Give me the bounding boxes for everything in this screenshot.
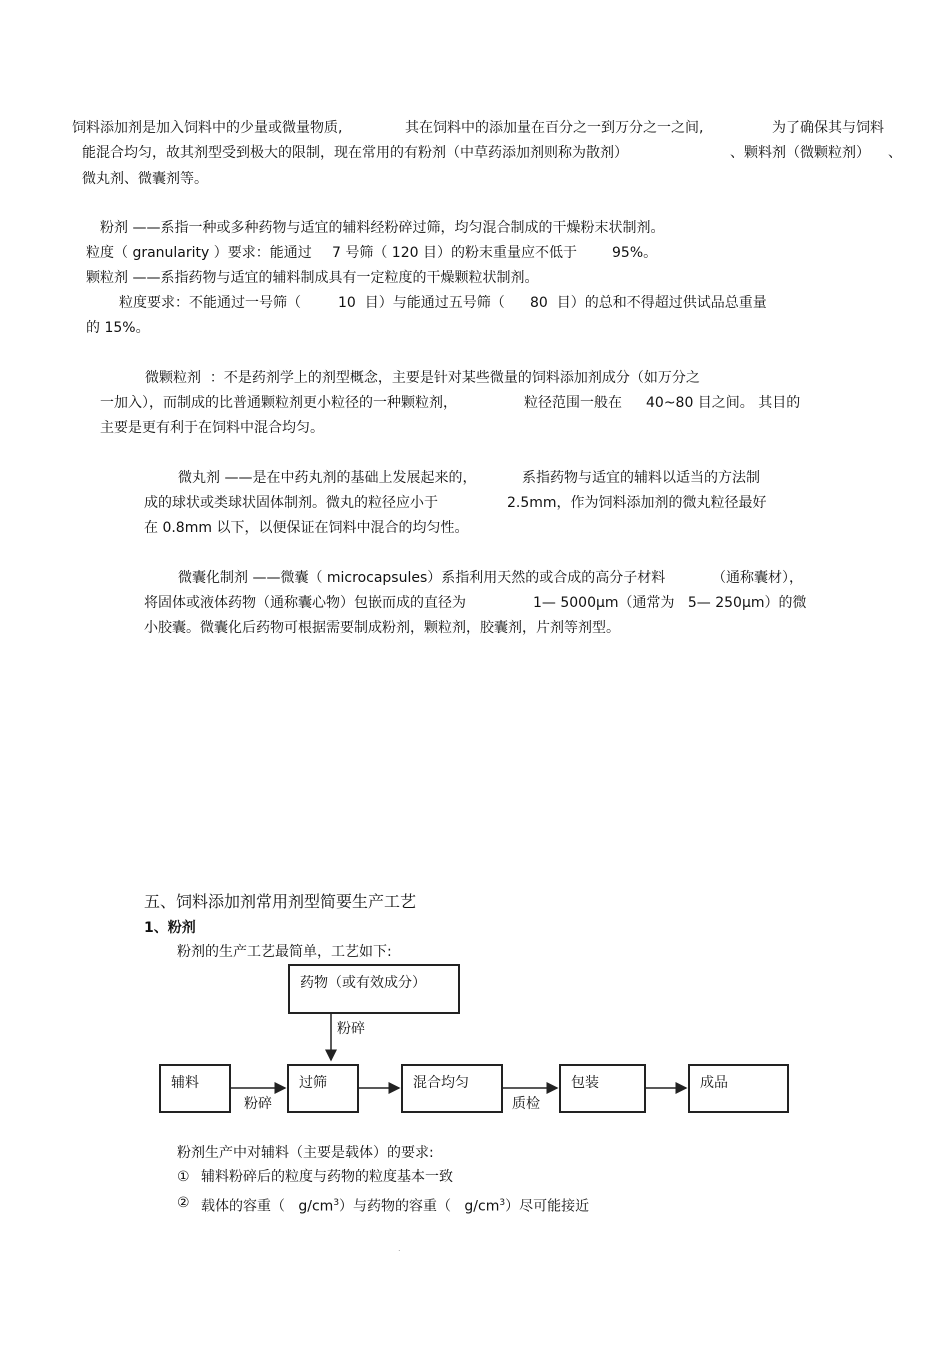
flow-box-aux xyxy=(159,1064,231,1113)
flow-box-aux-label: 辅料 xyxy=(171,1075,199,1091)
micro-granule-line2-c: 40~80 目之间。 其目的 xyxy=(646,395,801,411)
flow-label-crush-bottom: 粉碎 xyxy=(244,1096,272,1112)
requirement-2-unit1: g/cm xyxy=(298,1198,334,1215)
micro-pill-line3: 在 0.8mm 以下，以便保证在饲料中混合的均匀性。 xyxy=(144,520,469,536)
requirement-1-text: 辅料粉碎后的粒度与药物的粒度基本一致 xyxy=(201,1169,453,1185)
flow-label-qc: 质检 xyxy=(512,1096,540,1112)
footer-mark: . xyxy=(398,1244,401,1253)
flow-box-drug xyxy=(288,964,460,1014)
intro-line1-b: 其在饲料中的添加量在百分之一到万分之一之间, xyxy=(405,120,704,136)
granule-req-a: 粒度要求：不能通过一号筛（ xyxy=(119,295,301,311)
intro-line1-c: 为了确保其与饲料 xyxy=(772,120,884,136)
micro-pill-line2-a: 成的球状或类球状固体制剂。微丸的粒径应小于 xyxy=(144,495,438,511)
micro-pill-line1-a: 微丸剂 ——是在中药丸剂的基础上发展起来的， xyxy=(178,470,477,486)
powder-granularity-c: 95%。 xyxy=(612,245,658,261)
granule-req-c: 80 目）的总和不得超过供试品总重量 xyxy=(530,295,767,311)
flow-box-mix-label: 混合均匀 xyxy=(413,1075,469,1091)
granule-definition: 颗粒剂 ——系指药物与适宜的辅料制成具有一定粒度的干燥颗粒状制剂。 xyxy=(86,270,539,286)
micro-granule-line2-b: 粒径范围一般在 xyxy=(524,395,622,411)
micro-capsule-line1-b: （通称囊材）， xyxy=(712,570,803,586)
powder-definition: 粉剂 ——系指一种或多种药物与适宜的辅料经粉碎过筛，均匀混合制成的干燥粉末状制剂。 xyxy=(100,220,665,236)
requirement-2-part-a: 载体的容重（ xyxy=(201,1198,285,1215)
micro-capsule-line2-a: 将固体或液体药物（通称囊心物）包嵌而成的直径为 xyxy=(144,595,466,611)
micro-pill-line2-b: 2.5mm，作为饲料添加剂的微丸粒径最好 xyxy=(507,495,767,511)
powder-granularity-a: 粒度（ granularity ）要求：能通过 xyxy=(86,245,312,261)
micro-capsule-line3: 小胶囊。微囊化后药物可根据需要制成粉剂，颗粒剂，胶囊剂，片剂等剂型。 xyxy=(144,620,620,636)
requirement-2-part-b: ）与药物的容重（ xyxy=(339,1198,452,1215)
requirements-title: 粉剂生产中对辅料（主要是载体）的要求: xyxy=(177,1145,434,1161)
granule-req-b: 10 目）与能通过五号筛（ xyxy=(338,295,505,311)
flow-box-mix xyxy=(401,1064,503,1113)
micro-granule-line1: 微颗粒剂 ：不是药剂学上的剂型概念，主要是针对某些微量的饲料添加剂成分（如万分之 xyxy=(145,370,700,386)
intro-line2-c: 、 xyxy=(888,145,902,161)
micro-capsule-line1-a: 微囊化制剂 ——微囊（ microcapsules）系指利用天然的或合成的高分子材料 xyxy=(178,570,666,586)
flow-box-product xyxy=(688,1064,789,1113)
process-intro: 粉剂的生产工艺最简单，工艺如下: xyxy=(177,944,392,960)
requirement-2-text xyxy=(201,1194,589,1216)
flow-box-pack xyxy=(559,1064,646,1113)
micro-capsule-line2-b: 1— 5000μm（通常为 5— 250μm）的微 xyxy=(533,595,807,611)
intro-line2-b: 、颗料剂（微颗粒剂） xyxy=(730,145,870,161)
flow-box-pack-label: 包装 xyxy=(571,1075,599,1091)
requirement-2-part-c: ）尽可能接近 xyxy=(505,1198,590,1215)
requirement-2-sup1: 3 xyxy=(333,1198,340,1208)
flow-box-drug-label: 药物（或有效成分） xyxy=(300,975,426,991)
requirement-2-number: ② xyxy=(177,1195,190,1211)
flow-box-product-label: 成品 xyxy=(700,1075,728,1091)
intro-line1-a: 饲料添加剂是加入饲料中的少量或微量物质, xyxy=(72,120,343,136)
powder-granularity-b: 7 号筛（ 120 目）的粉末重量应不低于 xyxy=(332,245,577,261)
micro-pill-line1-b: 系指药物与适宜的辅料以适当的方法制 xyxy=(522,470,760,486)
flow-box-sieve xyxy=(287,1064,359,1113)
requirement-1-number: ① xyxy=(177,1169,190,1185)
subsection-powder: 1、粉剂 xyxy=(144,920,196,936)
granule-req-2: 的 15%。 xyxy=(86,320,150,336)
intro-line2-a: 能混合均匀，故其剂型受到极大的限制，现在常用的有粉剂（中草药添加剂则称为散剂） xyxy=(82,145,628,161)
intro-line3: 微丸剂、微囊剂等。 xyxy=(82,171,208,187)
flow-label-crush-top: 粉碎 xyxy=(337,1021,365,1037)
requirement-2-sup2: 3 xyxy=(499,1198,506,1208)
micro-granule-line2-a: 一加入），而制成的比普通颗粒剂更小粒径的一种颗粒剂， xyxy=(100,395,457,411)
flow-box-sieve-label: 过筛 xyxy=(299,1075,327,1091)
section-title: 五、饲料添加剂常用剂型简要生产工艺 xyxy=(144,892,417,911)
requirement-2-unit2: g/cm xyxy=(464,1198,500,1215)
micro-granule-line3: 主要是更有利于在饲料中混合均匀。 xyxy=(100,420,324,436)
